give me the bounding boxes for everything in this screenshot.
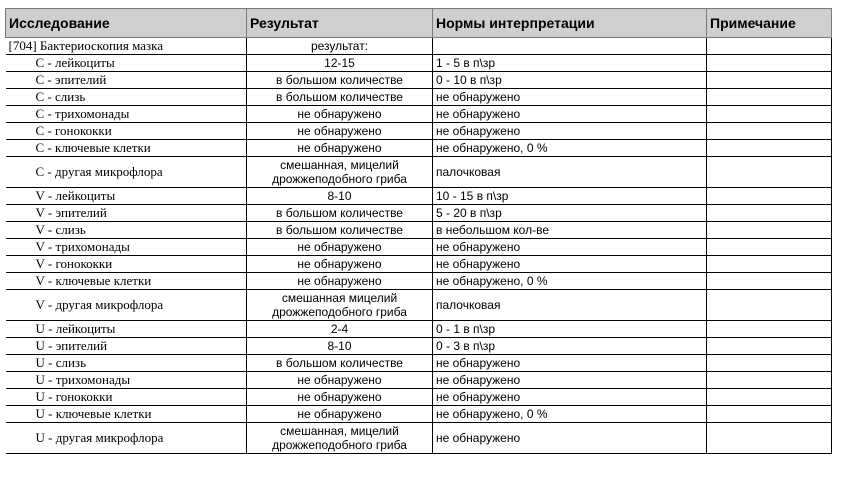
cell-result: в большом количестве [247,222,433,239]
group-name: [704] Бактериоскопия мазка [6,38,247,55]
cell-note [707,406,832,423]
cell-norm: не обнаружено, 0 % [433,406,707,423]
cell-result: 2-4 [247,321,433,338]
cell-note [707,355,832,372]
header-row [6,9,832,38]
cell-result: не обнаружено [247,140,433,157]
cell-result: смешанная, мицелий дрожжеподобного гриба [247,157,433,188]
cell-norm: не обнаружено [433,106,707,123]
cell-investigation: U - другая микрофлора [6,423,247,454]
table-row [6,239,832,256]
cell-norm: не обнаружено [433,389,707,406]
table-row [6,389,832,406]
cell-result: не обнаружено [247,256,433,273]
table-row [6,321,832,338]
cell-result: 8-10 [247,338,433,355]
cell-norm: в небольшом кол-ве [433,222,707,239]
group-norm [433,38,707,55]
header-norms: Нормы интерпретации [433,9,707,38]
cell-note [707,140,832,157]
group-note [707,38,832,55]
cell-result: не обнаружено [247,273,433,290]
table-row [6,55,832,72]
cell-note [707,372,832,389]
cell-note [707,55,832,72]
cell-result: не обнаружено [247,406,433,423]
cell-investigation: U - эпителий [6,338,247,355]
cell-investigation: U - слизь [6,355,247,372]
cell-norm: не обнаружено [433,123,707,140]
cell-note [707,89,832,106]
cell-norm: 10 - 15 в п\зр [433,188,707,205]
group-result: результат: [247,38,433,55]
cell-note [707,338,832,355]
lab-results-sheet [5,8,832,454]
cell-result: не обнаружено [247,123,433,140]
cell-result: в большом количестве [247,355,433,372]
cell-note [707,222,832,239]
table-row [6,72,832,89]
cell-norm: 0 - 10 в п\зр [433,72,707,89]
cell-note [707,423,832,454]
cell-norm: 5 - 20 в п\зр [433,205,707,222]
cell-investigation: C - слизь [6,89,247,106]
cell-investigation: C - лейкоциты [6,55,247,72]
table-row [6,205,832,222]
cell-note [707,205,832,222]
table-row [6,355,832,372]
cell-investigation: V - эпителий [6,205,247,222]
cell-note [707,321,832,338]
cell-investigation: C - гонококки [6,123,247,140]
cell-result: смешанная, мицелий дрожжеподобного гриба [247,423,433,454]
cell-investigation: U - трихомонады [6,372,247,389]
cell-investigation: U - ключевые клетки [6,406,247,423]
cell-norm: 0 - 3 в п\зр [433,338,707,355]
cell-investigation: V - ключевые клетки [6,273,247,290]
table-row [6,273,832,290]
cell-norm: не обнаружено, 0 % [433,140,707,157]
table-row [6,188,832,205]
cell-investigation: U - гонококки [6,389,247,406]
cell-investigation: V - другая микрофлора [6,290,247,321]
cell-note [707,273,832,290]
cell-note [707,157,832,188]
results-table [5,8,832,454]
table-row [6,89,832,106]
cell-norm: 0 - 1 в п\зр [433,321,707,338]
table-row [6,338,832,355]
cell-norm: не обнаружено [433,355,707,372]
table-row [6,157,832,188]
cell-norm: 1 - 5 в п\зр [433,55,707,72]
table-row [6,222,832,239]
cell-investigation: V - трихомонады [6,239,247,256]
cell-result: не обнаружено [247,106,433,123]
table-row [6,256,832,273]
table-row [6,406,832,423]
cell-note [707,389,832,406]
cell-norm: палочковая [433,290,707,321]
cell-note [707,72,832,89]
cell-investigation: V - лейкоциты [6,188,247,205]
header-investigation: Исследование [6,9,247,38]
cell-investigation: U - лейкоциты [6,321,247,338]
cell-note [707,123,832,140]
cell-investigation: V - слизь [6,222,247,239]
cell-result: смешанная мицелий дрожжеподобного гриба [247,290,433,321]
cell-note [707,188,832,205]
table-row [6,290,832,321]
cell-investigation: C - ключевые клетки [6,140,247,157]
header-note: Примечание [707,9,832,38]
cell-result: в большом количестве [247,205,433,222]
cell-result: в большом количестве [247,72,433,89]
cell-result: 8-10 [247,188,433,205]
table-row [6,372,832,389]
cell-investigation: V - гонококки [6,256,247,273]
cell-note [707,290,832,321]
table-row [6,140,832,157]
table-row [6,423,832,454]
cell-investigation: C - трихомонады [6,106,247,123]
cell-norm: не обнаружено [433,423,707,454]
cell-note [707,256,832,273]
cell-investigation: C - эпителий [6,72,247,89]
table-row [6,106,832,123]
cell-result: не обнаружено [247,389,433,406]
cell-result: не обнаружено [247,372,433,389]
cell-norm: не обнаружено [433,239,707,256]
cell-norm: не обнаружено [433,256,707,273]
cell-note [707,239,832,256]
cell-norm: не обнаружено, 0 % [433,273,707,290]
header-result: Результат [247,9,433,38]
cell-note [707,106,832,123]
cell-investigation: C - другая микрофлора [6,157,247,188]
cell-norm: не обнаружено [433,372,707,389]
cell-norm: не обнаружено [433,89,707,106]
table-row [6,123,832,140]
cell-norm: палочковая [433,157,707,188]
cell-result: 12-15 [247,55,433,72]
cell-result: в большом количестве [247,89,433,106]
group-row [6,38,832,55]
cell-result: не обнаружено [247,239,433,256]
